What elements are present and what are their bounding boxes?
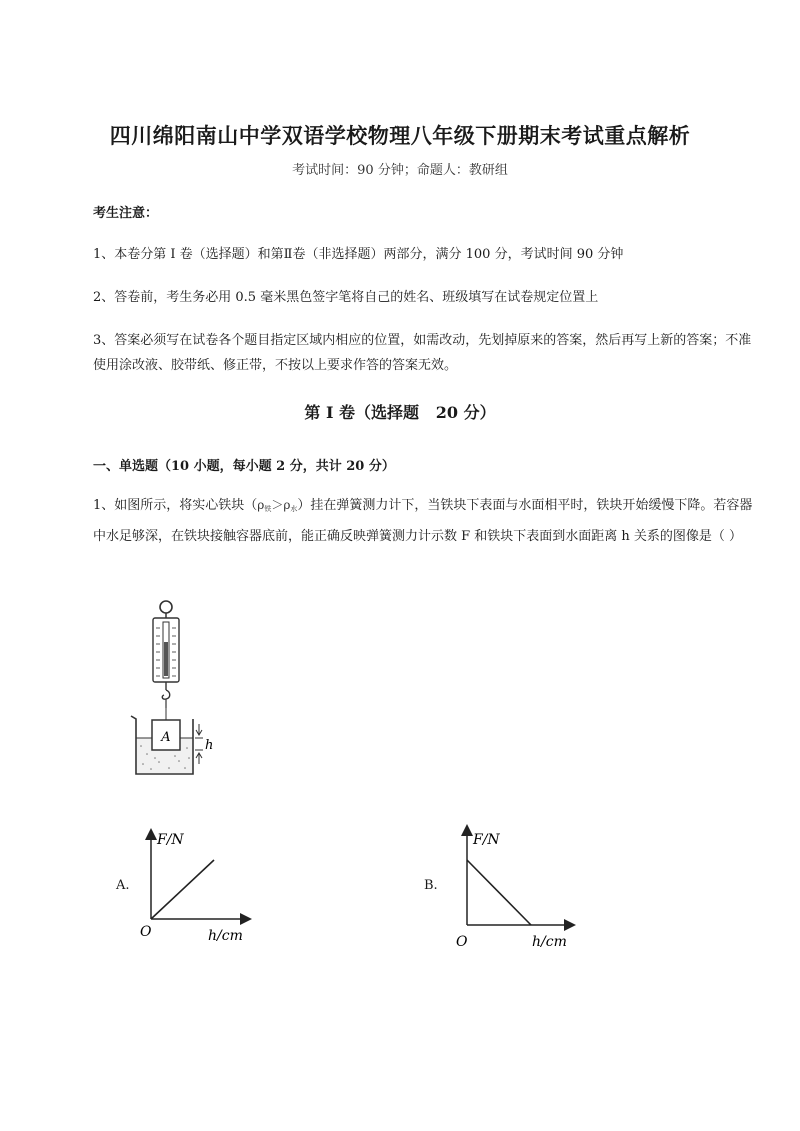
- question-1-part1: 1、如图所示，将实心铁块（: [93, 498, 258, 513]
- option-a-graph[interactable]: [140, 822, 260, 946]
- h-dimension-label: h: [205, 738, 214, 753]
- scale-hook: [162, 690, 169, 699]
- option-a-y-label: F/N: [157, 832, 184, 848]
- notice-item-2: 2、答卷前，考生务必用 0.5 毫米黑色签字笔将自己的姓名、班级填写在试卷规定位置上: [93, 290, 599, 305]
- apparatus-figure: [125, 598, 225, 782]
- notice-item-1: 1、本卷分第 I 卷（选择题）和第Ⅱ卷（非选择题）两部分，满分 100 分，考试时间 90 分钟: [93, 247, 624, 262]
- rho-iron: $\rho_铁>\rho_水$: [257, 498, 298, 513]
- section-subheading: 一、单选题（10 小题，每小题 2 分，共计 20 分）: [93, 459, 395, 474]
- option-b-line: [467, 860, 531, 925]
- option-a-x-label: h/cm: [208, 928, 243, 944]
- exam-title: 四川绵阳南山中学双语学校物理八年级下册期末考试重点解析: [109, 123, 691, 148]
- notice-heading: 考生注意：: [93, 206, 159, 221]
- question-1-text: [93, 492, 753, 550]
- question-1-part2: ）挂在弹簧测力计下，当铁块下表面与水面相平时，铁块开始缓慢下降。若容器中水足够深，在铁块接触容器底前，能正确反映弹簧测力计示数 F 和铁块下表面到水面距离 h 关系的图像是（ ）: [93, 498, 753, 544]
- notice-item-3: 3、答案必须写在试卷各个题目指定区域内相应的位置，如需改动，先划掉原来的答案，然后再写上新的答案；不准使用涂改液、胶带纸、修正带，不按以上要求作答的答案无效。: [93, 333, 752, 373]
- option-a-label[interactable]: A.: [116, 878, 130, 893]
- exam-subtitle: 考试时间：90 分钟；命题人：教研组: [292, 163, 508, 178]
- block-label: A: [161, 730, 171, 745]
- scale-ring: [160, 601, 172, 613]
- option-b-x-label: h/cm: [532, 934, 567, 950]
- option-b-origin: O: [456, 934, 468, 950]
- option-b-label[interactable]: B.: [424, 878, 438, 893]
- option-b-graph[interactable]: [456, 822, 586, 950]
- option-b-y-label: F/N: [473, 832, 500, 848]
- option-a-origin: O: [140, 924, 152, 940]
- section-title: 第 I 卷（选择题 20 分）: [304, 403, 496, 422]
- option-a-line: [151, 860, 214, 919]
